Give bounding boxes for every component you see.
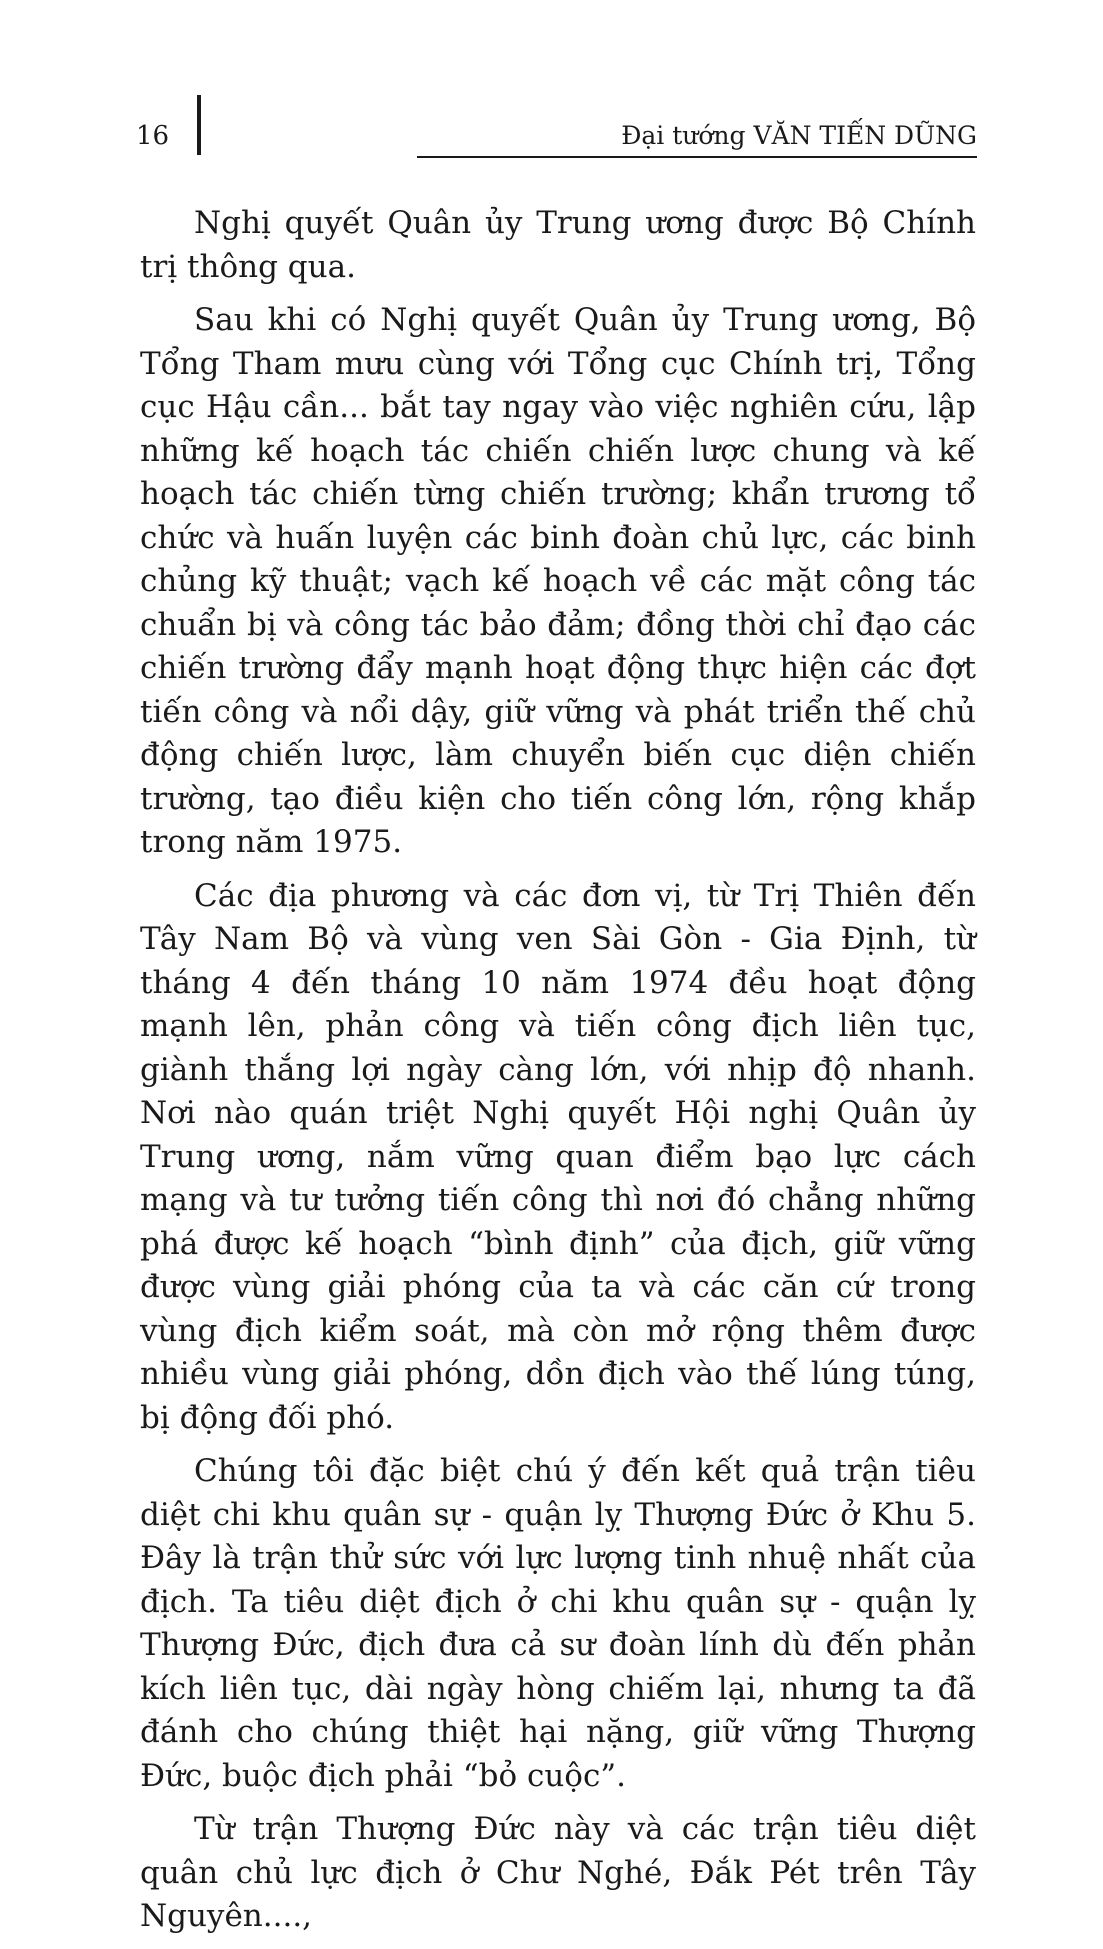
page-header [0,0,1103,170]
page-number: 16 [136,121,170,151]
paragraph-4: Chúng tôi đặc biệt chú ý đến kết quả trận tiêu diệt chi khu quân sự - quận lỵ Thượng Đức ở Khu 5. Đây là trận thử sức với lực lượng tinh nhuệ nhất của địch. Ta tiêu diệt địch ở chi khu quân sự - quận lỵ Thượng Đức, địch đưa cả sư đoàn lính dù đến phản kích liên tục, dài ngày hòng chiếm lại, nhưng ta đã đánh cho chúng thiệt hại nặng, giữ vững Thượng Đức, buộc địch phải “bỏ cuộc”. [140,1453,976,1794]
paragraph-5: Từ trận Thượng Đức này và các trận tiêu diệt quân chủ lực địch ở Chư Nghé, Đắk Pét trên Tây Nguyên...., [140,1811,976,1934]
paragraph-3: Các địa phương và các đơn vị, từ Trị Thiên đến Tây Nam Bộ và vùng ven Sài Gòn - Gia Định, từ tháng 4 đến tháng 10 năm 1974 đều hoạt động mạnh lên, phản công và tiến công địch liên tục, giành thắng lợi ngày càng lớn, với nhịp độ nhanh. Nơi nào quán triệt Nghị quyết Hội nghị Quân ủy Trung ương, nắm vững quan điểm bạo lực cách mạng và tư tưởng tiến công thì nơi đó chẳng những phá được kế hoạch “bình định” của địch, giữ vững được vùng giải phóng của ta và các căn cứ trong vùng địch kiểm soát, mà còn mở rộng thêm được nhiều vùng giải phóng, dồn địch vào thế lúng túng, bị động đối phó. [140,877,976,1436]
body-text [140,202,976,1949]
header-vertical-divider [197,95,201,155]
paragraph-1: Nghị quyết Quân ủy Trung ương được Bộ Chính trị thông qua. [140,205,976,285]
header-rule [417,156,977,158]
paragraph-2: Sau khi có Nghị quyết Quân ủy Trung ương, Bộ Tổng Tham mưu cùng với Tổng cục Chính trị, Tổng cục Hậu cần... bắt tay ngay vào việc nghiên cứu, lập những kế hoạch tác chiến chiến lược chung và kế hoạch tác chiến từng chiến trường; khẩn trương tổ chức và huấn luyện các binh đoàn chủ lực, các binh chủng kỹ thuật; vạch kế hoạch về các mặt công tác chuẩn bị và công tác bảo đảm; đồng thời chỉ đạo các chiến trường đẩy mạnh hoạt động thực hiện các đợt tiến công và nổi dậy, giữ vững và phát triển thế chủ động chiến lược, làm chuyển biến cục diện chiến trường, tạo điều kiện cho tiến công lớn, rộng khắp trong năm 1975. [140,302,976,860]
running-title: Đại tướng VĂN TIẾN DŨNG [621,121,977,150]
